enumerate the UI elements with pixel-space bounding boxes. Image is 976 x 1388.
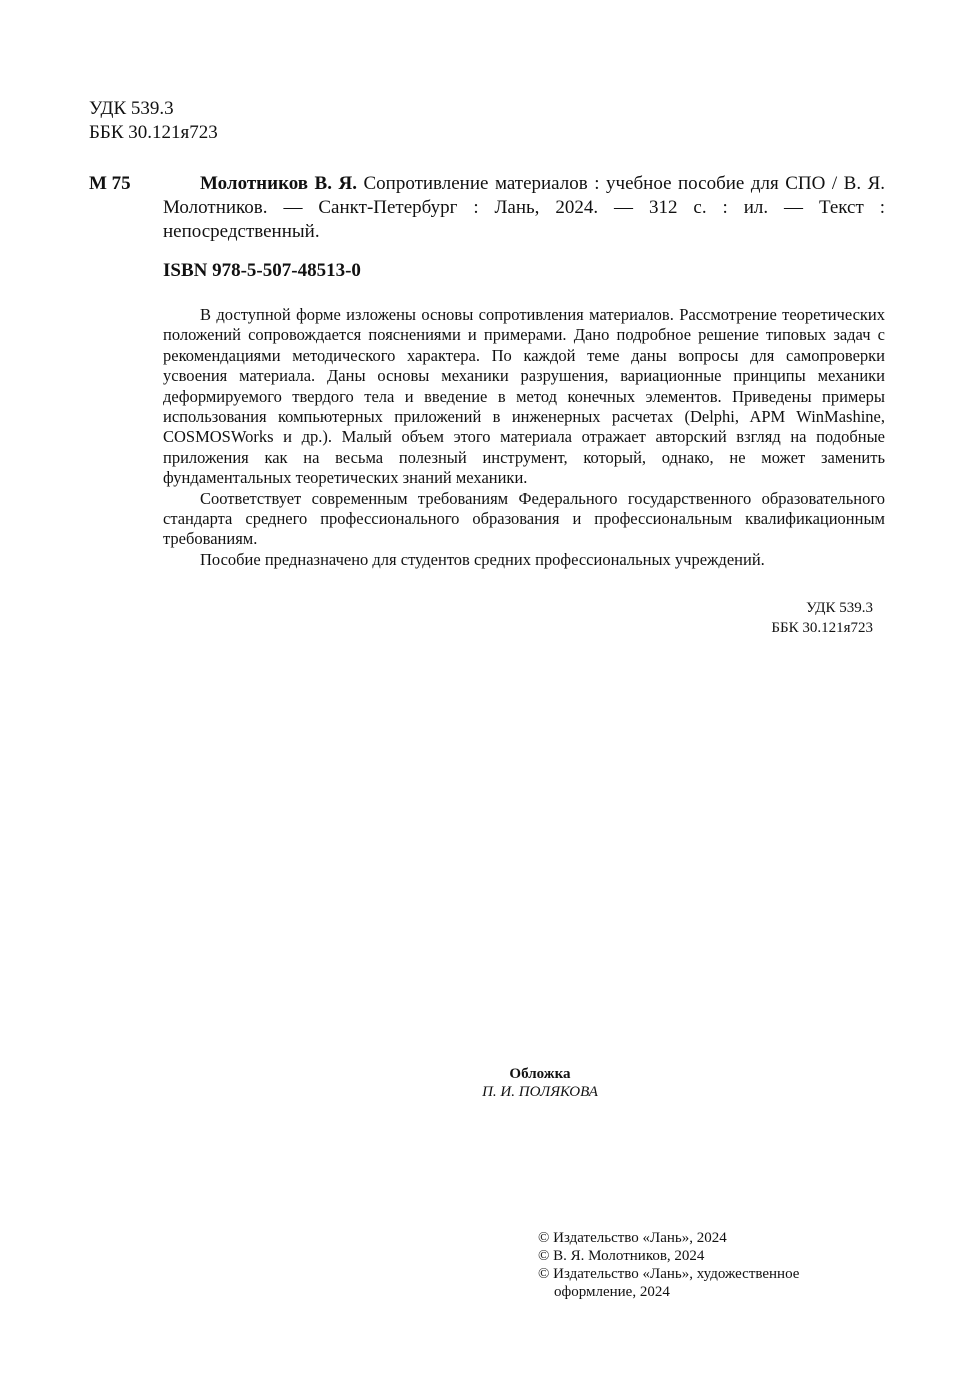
bibliographic-description: Сопротивление материалов : учебное пособие для СПО / В. Я. Молотников. — Санкт-Петербург : Лань, 2024. — 312 с. : ил. — Текст : непосредственный. [163,173,886,242]
bbk-code: ББК 30.121я723 [771,620,873,636]
copyright-line: © Издательство «Лань», 2024 [538,1230,727,1246]
annotation-paragraph: В доступной форме изложены основы сопротивления материалов. Рассмотрение теоретических положений сопровождается пояснениями и примерами. Дано подробное решение типовых задач с рекомендациями методического характера. По каждой теме даны вопросы для самопроверки усвоения материала. Даны основы механики разрушения, вариационные принципы механики деформируемого твердого тела и введение в метод конечных элементов. Приведены примеры использования компьютерных приложений в инженерных расчетах (Delphi, APM WinMashine, COSMOSWorks и др.). Малый объем этого материала отражает авторский взгляд на подобные приложения как на весьма полезный инструмент, который, однако, не может заменить фундаментальных теоретических знаний механики. [163,305,885,488]
udk-code: УДК 539.3 [806,600,873,616]
cover-credit [425,1065,655,1101]
copyright-line: © В. Я. Молотников, 2024 [538,1248,705,1264]
bibliographic-record [163,172,885,244]
author-name: Молотников В. Я. [200,173,357,194]
annotation-paragraph: Пособие предназначено для студентов средних профессиональных учреждений. [200,549,765,569]
classification-header [89,97,218,145]
copyright-line: © Издательство «Лань», художественное [538,1266,800,1282]
cover-label: Обложка [509,1066,571,1082]
bbk-code: ББК 30.121я723 [89,122,218,143]
isbn: ISBN 978-5-507-48513-0 [163,260,361,281]
copyright-block [538,1229,799,1301]
copyright-line: оформление, 2024 [554,1284,670,1300]
cover-designer: П. И. ПОЛЯКОВА [482,1084,598,1100]
annotation [163,305,885,570]
udk-code: УДК 539.3 [89,98,174,119]
classification-footer [771,598,873,638]
author-mark: М 75 [89,173,131,194]
annotation-paragraph: Соответствует современным требованиям Федерального государственного образовательного стандарта среднего профессионального образования и профессиональным квалификационным требованиям. [163,488,885,549]
